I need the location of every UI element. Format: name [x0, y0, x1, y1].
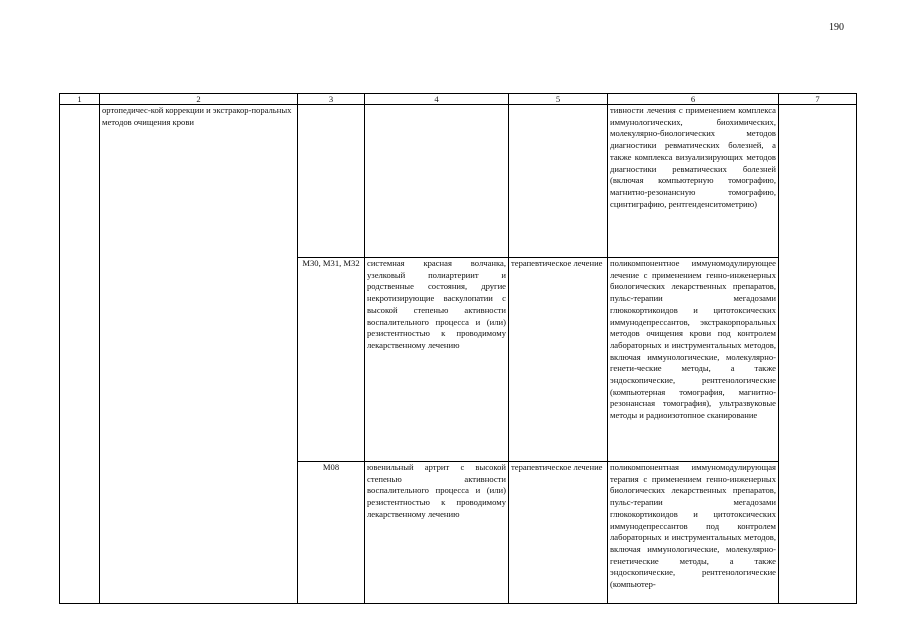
column-header: 4 — [365, 94, 509, 105]
table-cell-treatment-type — [509, 105, 608, 258]
table-cell-method: поликомпонентное иммуномодулирующее лечение с применением генно-инженерных биологических лекарственных препаратов, пульс-терапии мегадозами глюкокортикоидов и цитотоксических иммунодепрессантов, экстракорпоральных методов очищения крови под контролем лабораторных и инструментальных методов, включая иммунологические, молекулярно-генети-ческие методы, а также эндоскопические, рентгенологические (компьютерная томография, магнитно-резонансная томография), ультразвуковые методы и радиоизотопное сканирование — [608, 258, 779, 462]
column-header: 7 — [779, 94, 857, 105]
table-cell-model — [365, 105, 509, 258]
column-header: 2 — [100, 94, 298, 105]
table-cell-method: поликомпонентная иммуномодулирующая терапия с применением генно-инженерных биологических лекарственных препаратов, пульс-терапии мегадозами глюкокортикоидов и цитотоксических иммунодепрессантов под контролем лабораторных и инструментальных методов, включая иммунологические, молекулярно-генетические методы, а также эндоскопические, рентгенологические (компьютер- — [608, 462, 779, 604]
column-header: 5 — [509, 94, 608, 105]
table-cell-model: ювенильный артрит с высокой степенью активности воспалительного процесса и (или) резистентностью к проводимому лекарственному лечению — [365, 462, 509, 604]
table-cell-name: ортопедичес-кой коррекции и экстракор-поральных методов очищения крови — [100, 105, 298, 604]
table-cell-treatment-type: терапевтическое лечение — [509, 462, 608, 604]
table-cell-code — [298, 105, 365, 258]
table-row — [60, 105, 857, 258]
table-cell-code: М30, М31, М32 — [298, 258, 365, 462]
table-cell-cost — [779, 105, 857, 604]
page-number: 190 — [829, 22, 844, 33]
column-header: 6 — [608, 94, 779, 105]
column-header: 3 — [298, 94, 365, 105]
table-cell-model: системная красная волчанка, узелковый полиартериит и родственные состояния, другие некротизирующие васкулопатии с высокой степенью активности воспалительного процесса и (или) резистентностью к проводимому лекарственному лечению — [365, 258, 509, 462]
table-cell-treatment-type: терапевтическое лечение — [509, 258, 608, 462]
column-header: 1 — [60, 94, 100, 105]
table-cell-code: М08 — [298, 462, 365, 604]
table-cell-number — [60, 105, 100, 604]
medical-care-table — [59, 93, 857, 604]
header-row — [60, 94, 857, 105]
table-cell-method: тивности лечения с применением комплекса иммунологических, биохимических, молекулярно-биологических методов диагностики ревматических болезней, а также комплекса визуализирующих методов диагностики ревматических болезней (включая компьютерную томографию, магнитно-резонансную томографию, сцинтиграфию, рентгенденситометрию) — [608, 105, 779, 258]
